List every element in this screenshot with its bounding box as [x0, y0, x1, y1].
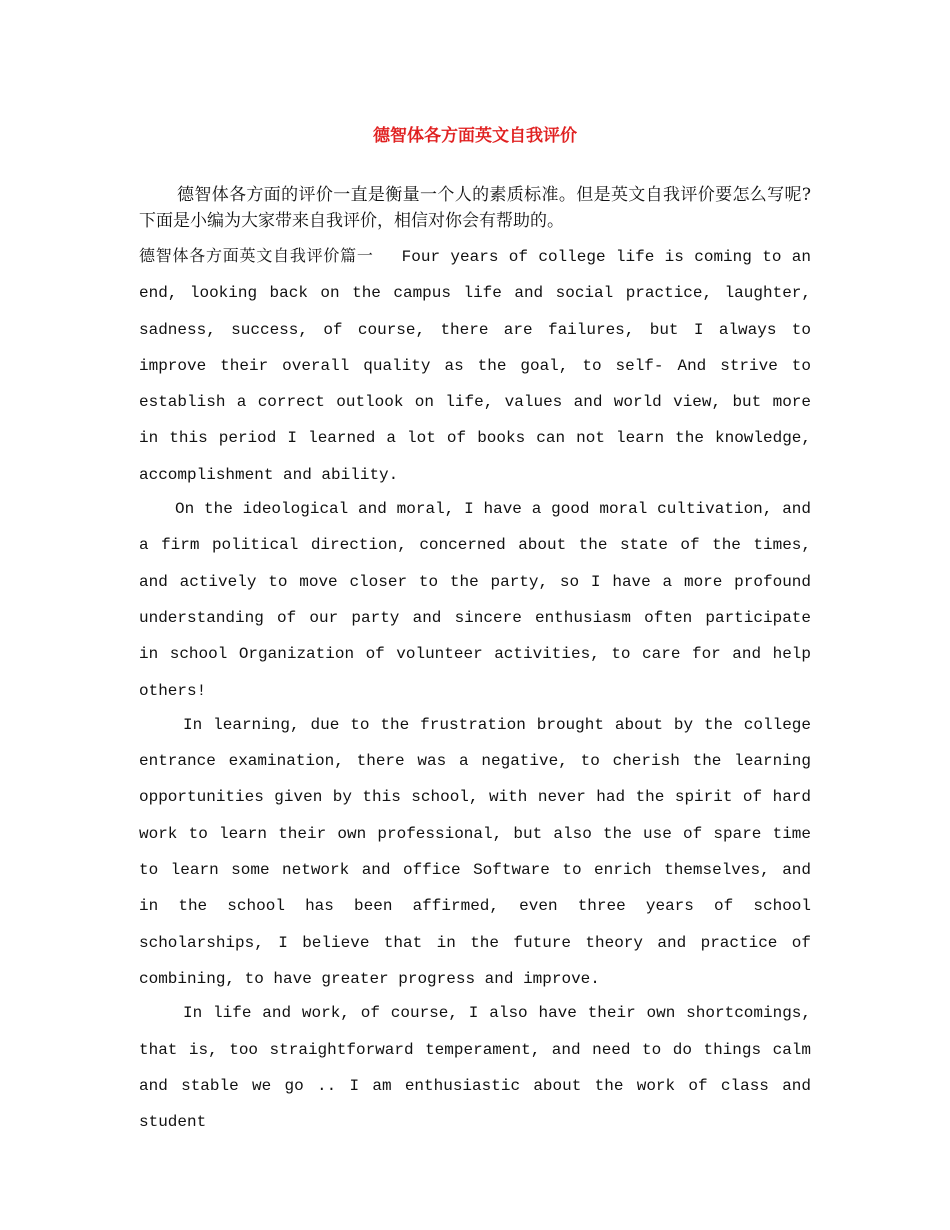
intro-paragraph: 德智体各方面的评价一直是衡量一个人的素质标准。但是英文自我评价要怎么写呢?下面是小编为大家带来自我评价，相信对你会有帮助的。	[139, 185, 811, 231]
body-paragraph-3: In learning, due to the frustration brought about by the college entrance examination, there was a negative, to cherish the learning opportunities given by this school, with never had the spirit of hard work to learn their own professional, but also the use of spare time to learn some network and office Software to enrich themselves, and in the school has been affirmed, even three years of school scholarships, I believe that in the future theory and practice of combining, to have greater progress and improve.	[139, 715, 811, 988]
body-paragraph-2: On the ideological and moral, I have a good moral cultivation, and a firm political direction, concerned about the state of the times, and actively to move closer to the party, so I have a more profound understanding of our party and sincere enthusiasm often participate in school Organization of volunteer activities, to care for and help others!	[139, 500, 811, 700]
section-heading: 德智体各方面英文自我评价篇一	[139, 246, 374, 265]
body-paragraph-4: In life and work, of course, I also have their own shortcomings, that is, too straightforward temperament, and need to do things calm and stable we go .. I am enthusiastic about the work of class and student	[139, 1004, 811, 1132]
body-paragraph-1	[139, 238, 811, 493]
document-body	[139, 182, 811, 1140]
paragraph-1-text: Four years of college life is coming to an end, looking back on the campus life and social practice, laughter, sadness, success, of course, there are failures, but I always to improve their overall quality as the goal, to self- And strive to establish a correct outlook on life, values and world view, but more in this period I learned a lot of books can not learn the knowledge, accomplishment and ability.	[139, 248, 811, 484]
document-title: 德智体各方面英文自我评价	[373, 126, 577, 146]
